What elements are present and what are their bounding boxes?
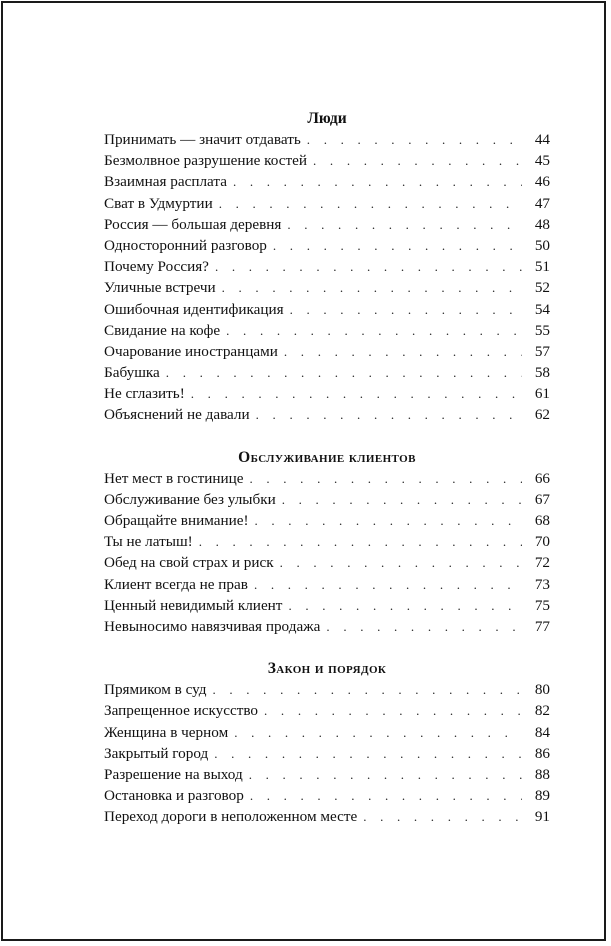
dot-leader <box>215 256 522 277</box>
dot-leader <box>288 595 522 616</box>
dot-leader <box>214 743 522 764</box>
entry-page-number: 61 <box>534 385 550 403</box>
entry-page-number: 50 <box>534 236 550 254</box>
dot-leader <box>363 806 522 827</box>
entry-page-number: 68 <box>534 512 550 529</box>
toc-entry[interactable] <box>104 785 550 806</box>
toc-entry[interactable] <box>104 510 550 531</box>
toc-entry[interactable] <box>104 299 550 320</box>
entry-title: Переход дороги в неположенном месте <box>104 808 358 826</box>
entry-title: Не сглазить! <box>104 385 185 403</box>
entry-title: Почему Россия? <box>104 258 209 276</box>
entry-page-number: 58 <box>534 364 550 382</box>
entry-title: Взаимная расплата <box>104 173 227 191</box>
entry-page-number: 86 <box>534 744 550 762</box>
toc-entry[interactable] <box>104 171 550 192</box>
toc-entry[interactable] <box>104 129 550 150</box>
entry-title: Обслуживание без улыбки <box>104 490 276 508</box>
table-of-contents <box>104 108 550 848</box>
entry-page-number: 45 <box>534 152 550 170</box>
entry-title: Сват в Удмуртии <box>104 194 213 212</box>
entry-title: Прямиком в суд <box>104 681 207 699</box>
toc-entry[interactable] <box>104 404 550 425</box>
entry-page-number: 84 <box>534 723 550 741</box>
entry-title: Объяснений не давали <box>104 406 250 424</box>
section-title: Закон и порядок <box>267 660 387 678</box>
entry-page-number: 51 <box>534 258 550 276</box>
entry-title: Клиент всегда не прав <box>104 575 248 593</box>
dot-leader <box>249 468 522 489</box>
entry-title: Обед на свой страх и риск <box>104 554 274 572</box>
toc-entry[interactable] <box>104 150 550 171</box>
toc-section-people <box>104 108 550 426</box>
entry-title: Остановка и разговор <box>104 787 244 805</box>
entry-title: Уличные встречи <box>104 279 216 297</box>
toc-entry[interactable] <box>104 341 550 362</box>
dot-leader <box>255 510 523 531</box>
toc-entry[interactable] <box>104 256 550 277</box>
entry-title: Запрещенное искусство <box>104 702 259 720</box>
entry-title: Обращайте внимание! <box>104 512 249 529</box>
entry-page-number: 46 <box>534 173 550 191</box>
dot-leader <box>219 193 522 214</box>
toc-entry-list <box>104 129 550 426</box>
entry-title: Ценный невидимый клиент <box>104 596 283 614</box>
toc-entry[interactable] <box>104 362 550 383</box>
entry-page-number: 70 <box>534 533 550 551</box>
section-title: Обслуживание клиентов <box>238 448 416 466</box>
dot-leader <box>287 214 522 235</box>
entry-page-number: 88 <box>534 765 550 783</box>
dot-leader <box>307 129 522 150</box>
toc-entry[interactable] <box>104 277 550 298</box>
toc-entry-list <box>104 679 550 827</box>
toc-entry[interactable] <box>104 700 550 721</box>
toc-entry[interactable] <box>104 531 550 552</box>
entry-page-number: 72 <box>534 554 550 572</box>
toc-entry[interactable] <box>104 616 550 637</box>
toc-entry[interactable] <box>104 679 550 700</box>
toc-entry[interactable] <box>104 743 550 764</box>
dot-leader <box>282 489 522 510</box>
dot-leader <box>280 552 522 573</box>
entry-page-number: 54 <box>534 300 550 318</box>
dot-leader <box>191 383 522 404</box>
dot-leader <box>249 764 522 785</box>
entry-title: Ошибочная идентификация <box>104 300 284 318</box>
dot-leader <box>166 362 522 383</box>
toc-entry[interactable] <box>104 193 550 214</box>
dot-leader <box>290 299 522 320</box>
toc-entry[interactable] <box>104 468 550 489</box>
toc-section-law-and-order <box>104 658 550 827</box>
toc-entry[interactable] <box>104 235 550 256</box>
toc-entry[interactable] <box>104 214 550 235</box>
entry-page-number: 52 <box>534 279 550 297</box>
entry-title: Разрешение на выход <box>104 765 243 783</box>
entry-page-number: 77 <box>534 617 550 635</box>
toc-entry[interactable] <box>104 320 550 341</box>
entry-page-number: 47 <box>534 194 550 212</box>
toc-section-customer-service <box>104 447 550 638</box>
dot-leader <box>226 320 522 341</box>
toc-entry[interactable] <box>104 722 550 743</box>
dot-leader <box>326 616 522 637</box>
entry-page-number: 44 <box>534 131 550 148</box>
entry-title: Односторонний разговор <box>104 236 267 254</box>
entry-page-number: 66 <box>534 469 550 487</box>
toc-entry[interactable] <box>104 489 550 510</box>
entry-title: Нет мест в гостинице <box>104 469 244 487</box>
entry-title: Очарование иностранцами <box>104 342 278 360</box>
dot-leader <box>212 679 522 700</box>
entry-title: Закрытый город <box>104 744 209 762</box>
entry-title: Бабушка <box>104 364 160 382</box>
entry-page-number: 67 <box>534 490 550 508</box>
entry-page-number: 91 <box>534 808 550 826</box>
dot-leader <box>273 235 522 256</box>
dot-leader <box>222 277 522 298</box>
dot-leader <box>250 785 522 806</box>
toc-entry[interactable] <box>104 806 550 827</box>
section-title: Люди <box>307 110 347 127</box>
toc-entry[interactable] <box>104 764 550 785</box>
entry-title: Ты не латыш! <box>104 533 193 551</box>
entry-page-number: 55 <box>534 321 550 339</box>
entry-page-number: 89 <box>534 787 550 805</box>
entry-title: Принимать — значит отдавать <box>104 131 301 148</box>
entry-title: Невыносимо навязчивая продажа <box>104 617 321 635</box>
dot-leader <box>199 531 522 552</box>
entry-title: Россия — большая деревня <box>104 215 282 233</box>
dot-leader <box>313 150 522 171</box>
entry-page-number: 57 <box>534 342 550 360</box>
dot-leader <box>256 404 522 425</box>
toc-entry-list <box>104 468 550 638</box>
dot-leader <box>233 171 522 192</box>
toc-entry[interactable] <box>104 383 550 404</box>
entry-page-number: 80 <box>534 681 550 699</box>
entry-title: Безмолвное разрушение костей <box>104 152 308 170</box>
dot-leader <box>234 722 522 743</box>
toc-entry[interactable] <box>104 574 550 595</box>
entry-page-number: 62 <box>534 406 550 424</box>
toc-entry[interactable] <box>104 552 550 573</box>
dot-leader <box>264 700 522 721</box>
dot-leader <box>254 574 522 595</box>
dot-leader <box>284 341 522 362</box>
entry-page-number: 48 <box>534 215 550 233</box>
entry-title: Свидание на кофе <box>104 321 221 339</box>
toc-entry[interactable] <box>104 595 550 616</box>
entry-page-number: 73 <box>534 575 550 593</box>
entry-title: Женщина в черном <box>104 723 229 741</box>
entry-page-number: 75 <box>534 596 550 614</box>
entry-page-number: 82 <box>534 702 550 720</box>
